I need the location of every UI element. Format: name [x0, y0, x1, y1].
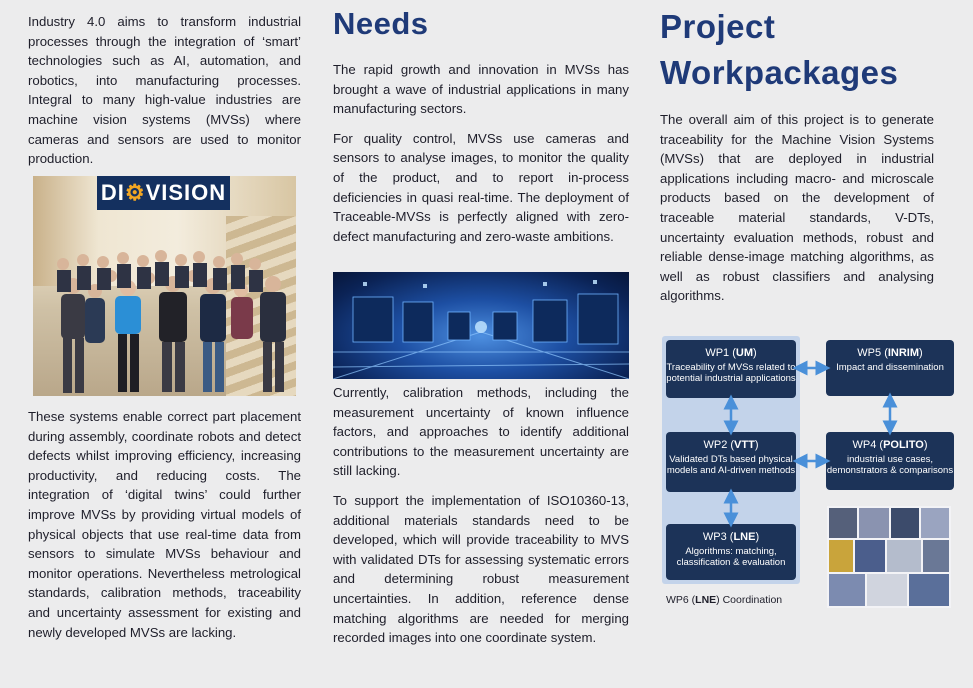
intro-paragraph: Industry 4.0 aims to transform industrial processes through the integration of ‘smart’ technologies such as AI, automation, and robotics, into manufacturing processes. Integral to many high-value industries are machine vision systems (MVSs) where cameras and sensors are used to monitor production. — [28, 14, 301, 167]
wp6-coordination — [666, 594, 782, 606]
workpackages-title — [660, 4, 934, 96]
left-column — [28, 0, 301, 179]
use-case-collage — [827, 506, 951, 608]
wp5-name: WP5 ( — [857, 347, 888, 359]
workpackages-column — [660, 0, 934, 316]
wp2-close: ) — [754, 439, 759, 451]
wp3-close: ) — [755, 531, 760, 543]
wp6-rest: ) Coordination — [716, 594, 783, 606]
needs-paragraph-4: To support the implementation of ISO10360-13, additional materials standards need to be developed, which will provide traceability to MVS with validated DTs for assessing systematic errors and determining robust measurement uncertainties. In addition, reference dense matching algorithms are needed for merging recorded images into one coordinate system. — [333, 492, 629, 646]
needs-column-lower — [333, 383, 629, 658]
needs-column — [333, 0, 629, 256]
team-photo — [33, 176, 296, 396]
needs-paragraph-1: The rapid growth and innovation in MVSs has brought a wave of industrial applications in many manufacturing sectors. — [333, 62, 629, 117]
wp4-partner: POLITO — [883, 439, 924, 451]
wp2-name: WP2 ( — [703, 439, 735, 451]
wp1-close: ) — [753, 347, 757, 359]
needs-title: Needs — [333, 6, 429, 41]
wp1-name: WP1 ( — [705, 347, 736, 359]
wp3-name: WP3 ( — [702, 531, 734, 543]
wp5-close: ) — [919, 347, 923, 359]
wp5-description: Impact and dissemination — [836, 362, 944, 373]
workpackage-diagram — [662, 336, 962, 611]
workpackages-title-line1: Project — [660, 8, 776, 45]
wp2-partner: VTT — [734, 439, 755, 451]
left-column-lower — [28, 407, 301, 652]
wp1-partner: UM — [735, 347, 753, 359]
wp6-partner: LNE — [695, 594, 717, 606]
factory-image — [333, 272, 629, 379]
workpackages-intro: The overall aim of this project is to generate traceability for the Machine Vision Systems (MVSs) that are deployed in industrial applications including macro- and microscale products based on the development of traceable material standards, V-DTs, uncertainty evaluation methods, robust and reliable dense-image matching algorithms, as well as robust classifiers and analysing algorithms. — [660, 112, 934, 304]
wp3-description: Algorithms: matching, classification & evaluation — [676, 546, 786, 568]
di-vision-logo — [97, 176, 230, 210]
wp1-description: Traceability of MVSs related to potential industrial applications — [666, 362, 796, 384]
wp6-name: WP6 ( — [666, 594, 696, 606]
team-group-illustration — [33, 246, 296, 396]
needs-paragraph-3: Currently, calibration methods, including the measurement uncertainty of known influence factors, and approaches to identify additional contributions to the measurement uncertainty are still lacking. — [333, 385, 629, 479]
logo-text-di: DI — [100, 180, 125, 205]
logo-text-vision: VISION — [145, 180, 227, 205]
body-paragraph: These systems enable correct part placement during assembly, coordinate robots and detect defects whilst improving efficiency, increasing productivity, and reducing costs. The integration of ‘digital twins’ could further improve MVSs by providing virtual models of physical objects that use real-time data from sensors to simulate MVSs behaviour and monitor operations. Nevertheless metrological standards, calibration methods, traceability and uncertainty assessment for existing and newly developed MVSs are lacking. — [28, 409, 301, 640]
factory-illustration — [333, 272, 629, 379]
wp4-description: industrial use cases, demonstrators & comparisons — [826, 454, 954, 476]
wp5-partner: INRIM — [887, 347, 920, 359]
wp2-description: Validated DTs based physical models and AI-driven methods — [666, 454, 796, 476]
needs-paragraph-2: For quality control, MVSs use cameras and sensors to analyse images, to monitor the quality of the product, and to report in-process deficiencies in quasi real-time. The deployment of Traceable-MVSs is perfectly aligned with zero-defect manufacturing and zero-waste ambitions. — [333, 130, 629, 244]
workpackages-title-line2: Workpackages — [660, 54, 899, 91]
wp4-name: WP4 ( — [852, 439, 884, 451]
wp3-partner: LNE — [733, 531, 756, 543]
wp4-close: ) — [923, 439, 928, 451]
gear-icon: ⚙ — [124, 180, 146, 205]
